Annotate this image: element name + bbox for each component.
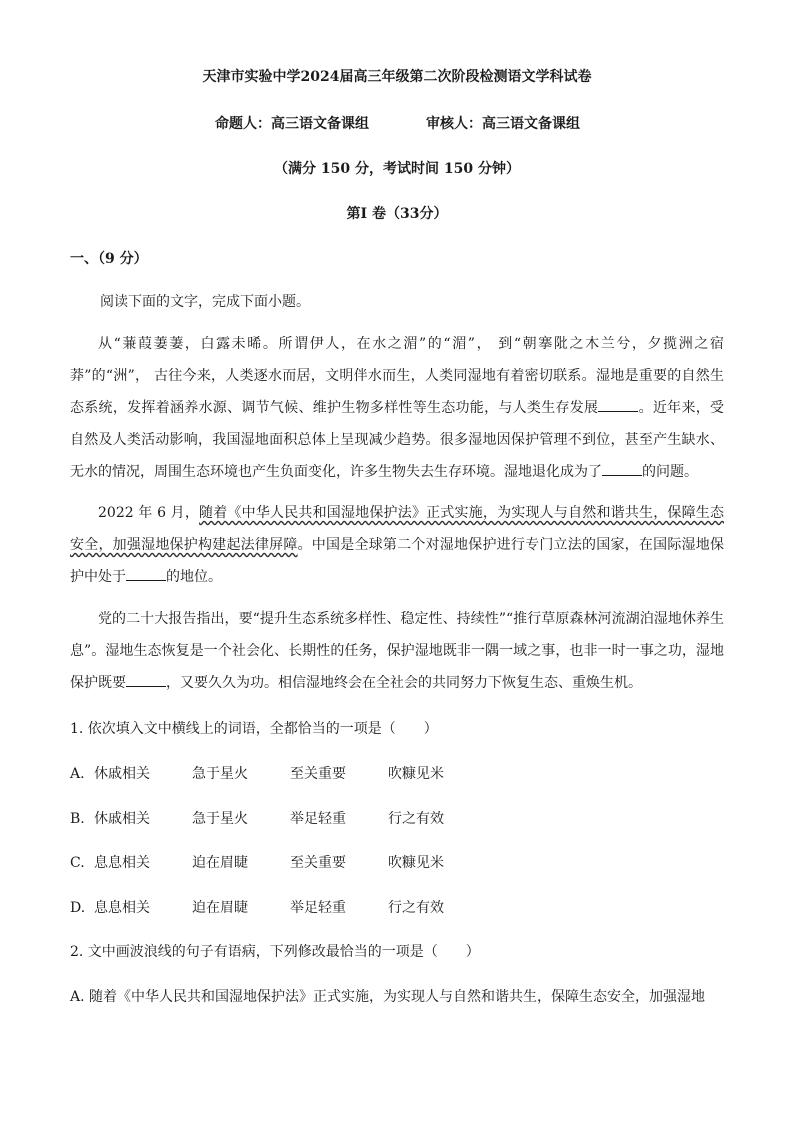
option-label: B. — [70, 811, 85, 827]
p3-text-1: 党的二十大报告指出，要“提升生态系统多样性、稳定性、持续性”“推行草原森林河流湖泊湿地休养生息”。湿地生态恢复是一个社会化、长期性的任务，保护湿地既非一隅一域之事，也非一时一事之功，湿地保护既要 — [70, 611, 724, 691]
question-1-stem: 1. 依次填入文中横线上的词语，全都恰当的一项是（ ） — [70, 721, 438, 737]
option-word: 举足轻重 — [290, 811, 346, 827]
option-word: 息息相关 — [94, 855, 150, 871]
blank-4 — [126, 672, 166, 687]
option-word: 息息相关 — [94, 900, 150, 916]
proposer-label: 命题人：高三语文备课组 — [215, 116, 369, 132]
p1-text-3: 的问题。 — [642, 464, 698, 480]
p2-date: 2022 年 6 月， — [98, 505, 200, 521]
question-1-option-c[interactable] — [70, 852, 444, 872]
question-1-option-a[interactable] — [70, 763, 444, 783]
wavy-sentence: 随着《中华人民共和国湿地保护法》正式实施，为实现人与自然和谐共生，保障生态安全，加强湿地保护构建起法律屏障 — [70, 505, 724, 553]
p2-text-3: 的地位。 — [166, 569, 222, 585]
option-word: 至关重要 — [290, 766, 346, 782]
option-label: C. — [70, 855, 85, 871]
p1-text-2: 。近年来，受自然及人类活动影响，我国湿地面积总体上呈现减少趋势。很多湿地因保护管理不到位，甚至产生缺水、无水的情况，周围生态环境也产生负面变化，许多生物失去生存环境。湿地退化成为了 — [70, 400, 725, 480]
option-word: 迫在眉睫 — [192, 855, 248, 871]
section-heading: 一、（9 分） — [70, 251, 148, 267]
blank-2 — [602, 461, 642, 476]
question-2-stem: 2. 文中画波浪线的句子有语病，下列修改最恰当的一项是（ ） — [70, 944, 480, 960]
passage-paragraph-1 — [70, 328, 724, 488]
reading-instruction: 阅读下面的文字，完成下面小题。 — [100, 294, 310, 310]
option-word: 急于星火 — [192, 811, 248, 827]
question-2-option-a[interactable]: A. 随着《中华人民共和国湿地保护法》正式实施，为实现人与自然和谐共生，保障生态安全，加强湿地 — [70, 989, 706, 1005]
p2-text-2: 。中国是全球第二个对湿地保护进行专门立法的国家，在国际湿地保护中处于 — [70, 537, 725, 585]
volume-title: 第Ⅰ 卷（33分） — [346, 206, 448, 222]
score-info: （满分 150 分，考试时间 150 分钟） — [274, 161, 520, 177]
blank-3 — [126, 566, 166, 581]
passage-paragraph-2 — [70, 497, 724, 593]
blank-1 — [598, 397, 638, 412]
option-word: 休戚相关 — [94, 811, 150, 827]
option-word: 至关重要 — [290, 855, 346, 871]
option-word: 吹糠见米 — [388, 766, 444, 782]
passage-paragraph-3 — [70, 603, 724, 699]
question-1-option-d[interactable] — [70, 897, 444, 917]
option-word: 行之有效 — [388, 900, 444, 916]
exam-title: 天津市实验中学2024届高三年级第二次阶段检测语文学科试卷 — [202, 69, 592, 85]
option-word: 迫在眉睫 — [192, 900, 248, 916]
p3-text-2: ，又要久久为功。相信湿地终会在全社会的共同努力下恢复生态、重焕生机。 — [166, 675, 642, 691]
option-word: 休戚相关 — [94, 766, 150, 782]
option-label: D. — [70, 900, 86, 916]
option-word: 吹糠见米 — [388, 855, 444, 871]
option-label: A. — [70, 766, 85, 782]
option-word: 行之有效 — [388, 811, 444, 827]
option-word: 举足轻重 — [290, 900, 346, 916]
p1-text-1: 从“蒹葭萋萋，白露未晞。所谓伊人，在水之湄”的“湄”， 到“朝搴阰之木兰兮，夕揽洲之宿莽”的“洲”， 古往今来，人类逐水而居，文明伴水而生，人类同湿地有着密切联系。湿地是重要的自然生态系统，发挥着涵养水源、调节气候、维护生物多样性等生态功能，与人类生存发展 — [70, 336, 724, 416]
reviewer-label: 审核人：高三语文备课组 — [426, 116, 580, 132]
question-1-option-b[interactable] — [70, 808, 444, 828]
option-word: 急于星火 — [192, 766, 248, 782]
